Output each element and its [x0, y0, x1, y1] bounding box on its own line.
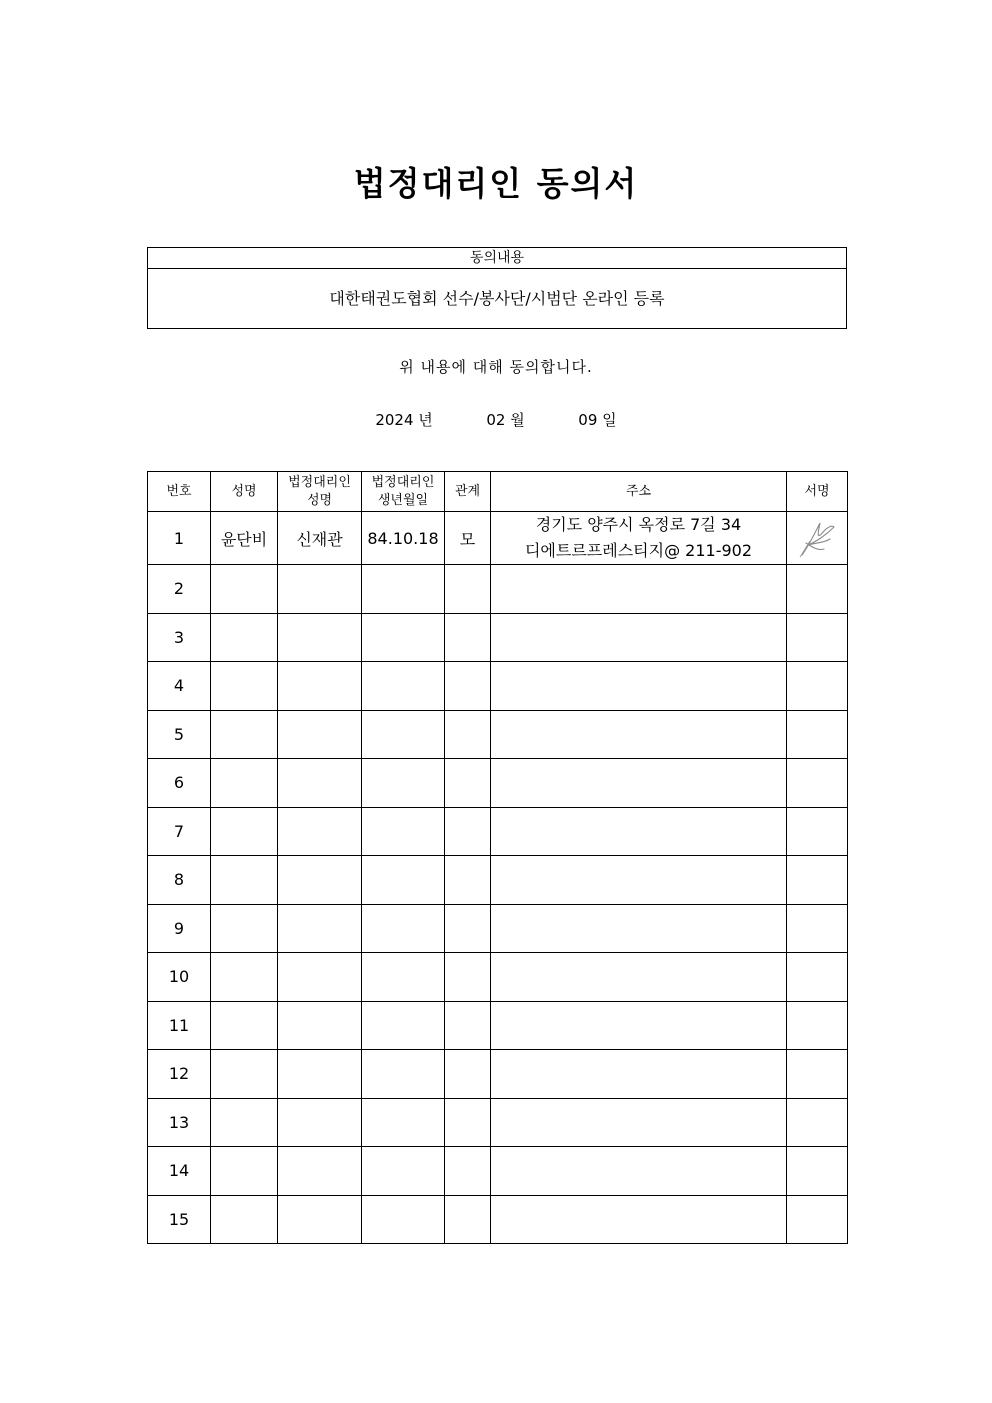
- cell-birth: [362, 904, 445, 953]
- cell-no: 13: [148, 1098, 211, 1147]
- cell-relation: [445, 856, 491, 905]
- cell-birth: [362, 1195, 445, 1244]
- table-row: [148, 1050, 848, 1099]
- cell-guardian: [278, 1195, 362, 1244]
- header-guardian-birth-line1: 법정대리인: [371, 474, 435, 490]
- cell-relation: [445, 1001, 491, 1050]
- cell-guardian: [278, 904, 362, 953]
- cell-guardian: [278, 759, 362, 808]
- cell-guardian: [278, 613, 362, 662]
- cell-guardian: [278, 953, 362, 1002]
- cell-address: [491, 953, 787, 1002]
- date-day: 09: [578, 411, 598, 429]
- cell-address-line2: 디에트르프레스티지@ 211-902: [524, 541, 753, 560]
- cell-name: [211, 904, 278, 953]
- cell-no: 4: [148, 662, 211, 711]
- header-no: 번호: [148, 472, 211, 512]
- table-row: [148, 904, 848, 953]
- cell-signature: [787, 904, 848, 953]
- registration-table: [147, 471, 848, 1244]
- cell-address-line1: 경기도 양주시 옥정로 7길 34: [535, 515, 742, 534]
- cell-name: [211, 1050, 278, 1099]
- cell-signature: [787, 759, 848, 808]
- table-row: [148, 613, 848, 662]
- cell-no: 9: [148, 904, 211, 953]
- cell-birth: [362, 807, 445, 856]
- date-day-label: 일: [602, 411, 617, 429]
- cell-name: [211, 710, 278, 759]
- cell-address: [491, 759, 787, 808]
- table-row: [148, 1147, 848, 1196]
- cell-signature: [787, 1001, 848, 1050]
- cell-relation: 모: [445, 512, 491, 565]
- cell-signature: [787, 1050, 848, 1099]
- cell-address: [491, 662, 787, 711]
- table-row: [148, 662, 848, 711]
- cell-no: 3: [148, 613, 211, 662]
- cell-name: [211, 1147, 278, 1196]
- cell-birth: [362, 662, 445, 711]
- table-row: [148, 1098, 848, 1147]
- cell-address: [491, 856, 787, 905]
- cell-birth: [362, 1001, 445, 1050]
- cell-guardian: [278, 856, 362, 905]
- cell-relation: [445, 565, 491, 614]
- table-row: [148, 759, 848, 808]
- cell-name: [211, 565, 278, 614]
- cell-birth: [362, 856, 445, 905]
- cell-address: [491, 904, 787, 953]
- date-year-label: 년: [418, 411, 433, 429]
- cell-no: 7: [148, 807, 211, 856]
- cell-guardian: [278, 710, 362, 759]
- cell-relation: [445, 759, 491, 808]
- cell-signature: [787, 613, 848, 662]
- cell-signature: [787, 1195, 848, 1244]
- consent-body: 대한태권도협회 선수/봉사단/시범단 온라인 등록: [329, 289, 665, 308]
- header-guardian-birth-line2: 생년월일: [377, 492, 429, 508]
- cell-signature: [787, 710, 848, 759]
- cell-birth: [362, 613, 445, 662]
- cell-no: 10: [148, 953, 211, 1002]
- cell-guardian: [278, 1001, 362, 1050]
- cell-name: [211, 856, 278, 905]
- cell-no: 6: [148, 759, 211, 808]
- table-row: [148, 512, 848, 565]
- cell-name: [211, 1195, 278, 1244]
- cell-relation: [445, 710, 491, 759]
- header-guardian-name: [278, 472, 362, 512]
- cell-no: 15: [148, 1195, 211, 1244]
- cell-relation: [445, 613, 491, 662]
- cell-guardian: [278, 1050, 362, 1099]
- cell-no: 1: [148, 512, 211, 565]
- cell-address: [491, 1147, 787, 1196]
- cell-address: [491, 613, 787, 662]
- page-title: 법정대리인 동의서: [353, 164, 639, 203]
- table-row: [148, 856, 848, 905]
- cell-birth: [362, 953, 445, 1002]
- cell-signature: [787, 807, 848, 856]
- header-signature: 서명: [787, 472, 848, 512]
- cell-name: [211, 1098, 278, 1147]
- header-name: 성명: [211, 472, 278, 512]
- cell-address: [491, 1098, 787, 1147]
- date-month: 02: [486, 411, 506, 429]
- cell-address: [491, 710, 787, 759]
- cell-no: 5: [148, 710, 211, 759]
- cell-birth: [362, 565, 445, 614]
- cell-relation: [445, 1098, 491, 1147]
- cell-relation: [445, 1195, 491, 1244]
- cell-signature: [787, 1098, 848, 1147]
- cell-birth: [362, 759, 445, 808]
- date-year: 2024: [375, 411, 414, 429]
- cell-birth: [362, 710, 445, 759]
- header-guardian-name-line1: 법정대리인: [288, 474, 351, 490]
- cell-relation: [445, 662, 491, 711]
- cell-relation: [445, 1050, 491, 1099]
- agree-statement: 위 내용에 대해 동의합니다.: [399, 358, 593, 376]
- cell-signature: [787, 512, 848, 565]
- table-header-row: [148, 472, 848, 512]
- cell-no: 11: [148, 1001, 211, 1050]
- cell-relation: [445, 1147, 491, 1196]
- header-guardian-name-line2: 성명: [306, 492, 333, 508]
- cell-guardian: [278, 1098, 362, 1147]
- header-relation: 관계: [445, 472, 491, 512]
- table-row: [148, 953, 848, 1002]
- cell-relation: [445, 904, 491, 953]
- consent-header: 동의내용: [148, 248, 846, 269]
- cell-address: [491, 807, 787, 856]
- cell-signature: [787, 565, 848, 614]
- handwritten-signature: [794, 517, 840, 559]
- cell-name: [211, 807, 278, 856]
- date-month-label: 월: [510, 411, 525, 429]
- cell-name: [211, 662, 278, 711]
- cell-address: [491, 512, 787, 565]
- table-row: [148, 1001, 848, 1050]
- cell-guardian: [278, 662, 362, 711]
- table-row: [148, 807, 848, 856]
- table-row: [148, 710, 848, 759]
- cell-name: 윤단비: [211, 512, 278, 565]
- table-row: [148, 565, 848, 614]
- cell-signature: [787, 1147, 848, 1196]
- cell-address: [491, 1195, 787, 1244]
- cell-birth: 84.10.18: [362, 512, 445, 565]
- header-address: 주소: [491, 472, 787, 512]
- cell-birth: [362, 1098, 445, 1147]
- date-line: [0, 409, 992, 430]
- cell-no: 2: [148, 565, 211, 614]
- cell-birth: [362, 1050, 445, 1099]
- cell-name: [211, 759, 278, 808]
- cell-signature: [787, 856, 848, 905]
- cell-guardian: [278, 1147, 362, 1196]
- cell-signature: [787, 953, 848, 1002]
- cell-name: [211, 953, 278, 1002]
- cell-birth: [362, 1147, 445, 1196]
- cell-no: 12: [148, 1050, 211, 1099]
- cell-address: [491, 1050, 787, 1099]
- cell-guardian: [278, 565, 362, 614]
- cell-no: 8: [148, 856, 211, 905]
- consent-box: [147, 247, 847, 329]
- cell-signature: [787, 662, 848, 711]
- table-row: [148, 1195, 848, 1244]
- cell-relation: [445, 953, 491, 1002]
- cell-guardian: 신재관: [278, 512, 362, 565]
- cell-address: [491, 565, 787, 614]
- cell-guardian: [278, 807, 362, 856]
- cell-no: 14: [148, 1147, 211, 1196]
- cell-name: [211, 613, 278, 662]
- cell-name: [211, 1001, 278, 1050]
- header-guardian-birth: [362, 472, 445, 512]
- cell-relation: [445, 807, 491, 856]
- cell-address: [491, 1001, 787, 1050]
